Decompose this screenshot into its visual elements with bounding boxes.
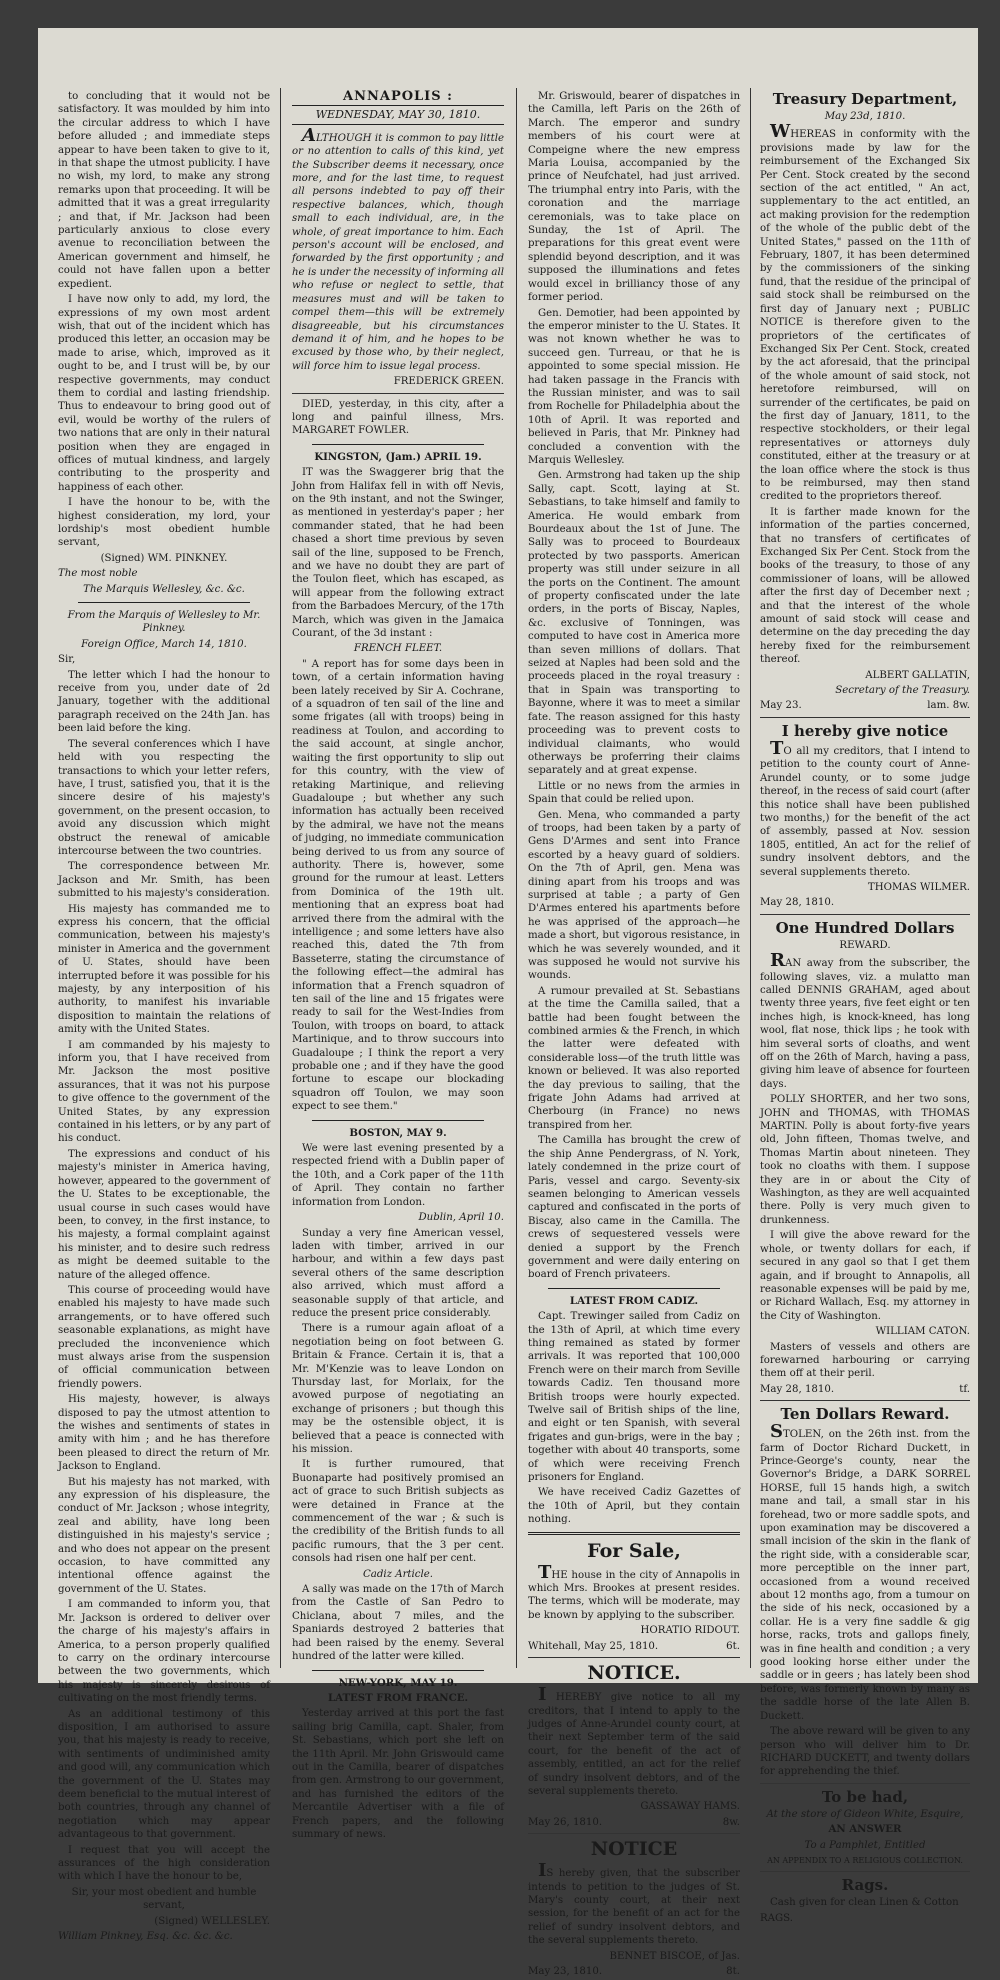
section-heading: LATEST FROM FRANCE. [327,1691,469,1704]
ad-text: RAN away from the subscriber, the following slaves, viz. a mulatto man called DENNIS GRAHAM, aged about twenty three years, five feet eight or ten inches high, is knock-kneed, has long wool, flat nose, thick lips ; he took with him several sorts of cloaths, and went off on the 26th of March, having a pass, giving him leave of absence for fourteen days. [760,950,970,1090]
paragraph: Gen. Demotier, had been appointed by the emperor minister to the U. States. It was not known whether he was to succeed gen. Turreau, or that he is appointed to some special mission. He had taken passage in the Francis with the Russian minister, and was to sail from Rochelle for Philadelphia about the 10th of April. It was reported and believed in Paris, that Mr. Pinkney had concluded a convention with the Marquis Wellesley. [528,307,740,466]
ad-date [760,1383,970,1396]
ad-text: The above reward will be given to any person who will deliver him to Dr. RICHARD DUCKETT, and twenty dollars for apprehending the thief. [760,1726,970,1778]
paragraph: " A report has for some days been in town, of a certain information having been lately received by Sir A. Cochrane, of a squadron of ten sail of the line and some frigates (all with troops) being in readiness at Toulon, and according to the said account, at single anchor, waiting the first opportunity to slip out for this country, with the view of retaking Martinique, and relieving Guadaloupe ; but whether any such information has actually been received by the admiral, we have not the means of judging, no immediate communication being derived to us from any source of authority. There is, however, some ground for the rumour at least. Letters from Dominica of the 19th ult. mentioning that an express boat had arrived there from the admiral with the intelligence ; and some letters have also reached this, dated the 7th from Basseterre, stating the circumstance of the following effect—the admiral has information that a French squadron of ten sail of the line and 15 frigates were ready to sail for the West-Indies from Toulon, with troops on board, to attack Martinique, and to throw succours into Guadaloupe ; I think the report a very probable one ; and if they have the good fortune to escape our blockading squadron off Toulon, we may soon expect to see them." [292,658,504,1113]
ad-heading: To be had, [821,1787,909,1806]
separator [528,1532,740,1535]
section-heading: LATEST FROM CADIZ. [569,1294,699,1307]
signature: FREDERICK GREEN. [393,376,504,388]
paragraph: His majesty, however, is always disposed to pay the utmost attention to the wishes and sentiments of states in amity with him ; and he has therefore been pleased to direct the return of Mr. Jackson to England. [58,1394,270,1473]
ad-mark: tf. [959,1383,970,1395]
paragraph: The Camilla has brought the crew of the ship Anne Pendergrass, of N. York, lately condemned in the prize court of Paris, vessel and cargo. Seventy-six seamen belonging to American vessels captured and confiscated in the ports of Biscay, also came in the Camilla. The crews of sequestered vessels were denied a support by the French government and were daily entering on board of French privateers. [528,1135,740,1281]
paragraph: There is a rumour again afloat of a negotiation being on foot between G. Britain & France. Certain it is, that a Mr. M'Kenzie was to leave London on Thursday last, for Morlaix, for the avowed purpose of negotiating an exchange of prisoners ; but though this may be the ostensible object, it is believed that a peace is connected with his mission. [292,1323,504,1455]
column-3 [528,90,740,1980]
ad-text: I will give the above reward for the whole, or twenty dollars for each, if secured in any gaol so that I get them again, and if brought to Annapolis, all reasonable expenses will be paid by me, or Richard Wallach, Esq. my attorney in the City of Washington. [760,1230,970,1322]
paragraph: A rumour prevailed at St. Sebastians at the time the Camilla sailed, that a battle had been fought between the combined armies & the French, in which the latter were defeated with considerable loss—of the truth little was known or believed. It was also reported the day previous to sailing, that the frigate John Adams had arrived at Cherbourg (in France) no news transpired from her. [528,985,740,1131]
ad-heading: Ten Dollars Reward. [780,1405,950,1424]
column-rule [516,88,517,1668]
ad-heading: For Sale, [587,1539,681,1562]
ad-heading: Treasury Department, [772,90,958,108]
separator [760,1783,970,1784]
column-rule [750,88,751,1668]
ad-heading: Rags. [841,1876,889,1895]
paragraph: I have the honour to be, with the highest consideration, my lord, your lordship's most obedient humble servant, [58,497,270,549]
signature: (Signed) WELLESLEY. [154,1915,270,1927]
dateline-heading: Dublin, April 10. [418,1212,504,1224]
address-line: The most noble [58,568,138,580]
separator [312,1670,484,1671]
separator [528,1833,740,1834]
letter-dateline: Foreign Office, March 14, 1810. [81,638,247,650]
column-4 [760,90,970,1927]
address-line: William Pinkney, Esq. &c. &c. &c. [58,1931,233,1943]
subscriber-notice: ALTHOUGH it is common to pay little or no attention to calls of this kind, yet the Subscriber deems it necessary, once more, and for the last time, to request all persons indebted to pay off their respective balances, which, though small to each individual, are, in the whole, of great importance to him. Each person's account will be enclosed, and forwarded by the first opportunity ; and he is under the necessity of informing all who refuse or neglect to settle, that measures must and will be taken to compel them—this will be extremely disagreeable, but his circumstances demand it of him, and he hopes to be excused by those who, by their neglect, will force him to issue legal process. [292,124,504,372]
paragraph: I request that you will accept the assurances of the high consideration with which I have the honour to be, [58,1844,270,1883]
ad-text: To a Pamphlet, Entitled [804,1839,926,1851]
ad-text: AN APPENDIX TO A RELIGIOUS COLLECTION. [767,1855,963,1865]
separator [760,914,970,915]
ad-mark: 8w. [722,1816,740,1828]
ad-mark: lam. 8w. [927,700,970,712]
address-line: The Marquis Wellesley, &c. &c. [83,583,245,595]
letter-title: From the Marquis of Wellesley to Mr. Pinkney. [67,610,261,635]
ad-text: IS hereby given, that the subscriber intends to petition to the judges of St. Mary's county court, at their next session, for the benefit of an act for the relief of sundry insolvent debtors, and the several supplements thereto. [528,1860,740,1947]
paragraph: Mr. Griswould, bearer of dispatches in the Camilla, left Paris on the 26th of March. The emperor and sundry members of his court were at Compeigne where the new empress Maria Louisa, accompanied by the prince of Neufchatel, had just arrived. The triumphal entry into Paris, with the coronation and the marriage ceremonials, was to take place on Sunday, the 1st of April. The preparations for this great event were splendid beyond description, and it was supposed the illuminations and fetes would excel in brilliancy those of any former period. [528,91,740,304]
ad-text: AN ANSWER [828,1823,902,1836]
paragraph: Yesterday arrived at this port the fast sailing brig Camilla, capt. Shaler, from St. Sebastians, which port she left on the 11th April. Mr. John Griswould came out in the Camilla, bearer of dispatches from gen. Armstrong to our government, and has furnished the editors of the Mercantile Advertiser with a file of French papers, and the following summary of news. [292,1708,504,1840]
separator [760,717,970,718]
date-text: May 23, 1810. [528,1966,603,1977]
column-1 [58,90,270,1945]
ad-text: THE house in the city of Annapolis in which Mrs. Brookes at present resides. The terms, which will be moderate, may be known by applying to the subscriber. [528,1561,740,1621]
separator [760,1400,970,1401]
paragraph: The several conferences which I have held with you respecting the transactions to which your letter refers, have, I trust, satisfied you, that it is the sincere desire of his majesty's government, on the present occasion, to avoid any discussion which might obstruct the renewal of amicable intercourse between the two countries. [58,738,270,857]
dateline-heading: KINGSTON, (Jam.) APRIL 19. [314,450,482,463]
separator [78,602,250,603]
column-rule [280,88,281,1668]
ad-heading: NOTICE [590,1838,678,1861]
signature: ALBERT GALLATIN, [865,669,970,681]
paragraph: A sally was made on the 17th of March from the Castle of San Pedro to Chiclana, about 7 miles, and the Spaniards destroyed 2 batteries that had been raised by the enemy. Several hundred of the latter were killed. [292,1584,504,1663]
separator [528,1657,740,1658]
section-heading: FRENCH FLEET. [353,643,443,655]
separator [312,1120,484,1121]
paragraph: The expressions and conduct of his majesty's minister in America having, however, appeared to the government of the U. States to be exceptionable, the usual course in such cases would have been, to convey, in the first instance, to his majesty, a formal complaint against his minister, and to desire such redress as might be deemed suitable to the nature of the alleged offence. [58,1148,270,1281]
signature: (Signed) WM. PINKNEY. [100,552,228,564]
signature: GASSAWAY HAMS. [640,1801,740,1813]
ad-mark: 8t. [726,1966,740,1977]
paragraph: It is further rumoured, that Buonaparte had positively promised an act of grace to such British subjects as were detained in France at the commencement of the war ; & such is the credibility of the British funds to all pacific rumours, that the 3 per cent. consols had risen one half per cent. [292,1459,504,1565]
date-text: May 26, 1810. [528,1816,603,1828]
ad-date [528,1640,740,1653]
ad-text: RAGS. [760,1912,794,1924]
ad-text: WHEREAS in conformity with the provisions made by law for the reimbursement of the Exchanged Six Per Cent. Stock created by the second section of the act entitled, " An act, supplementary to the act entitled, an act making provision for the redemption of the whole of the public debt of the United States," passed on the 11th of February, 1807, it has been determined by the commissioners of the sinking fund, that the residue of the principal of said stock shall be reimbursed on the first day of January next ; PUBLIC NOTICE is therefore given to the proprietors of the certificates of Exchanged Six Per Cent. Stock, created by the act aforesaid, that the principal of the whole amount of said stock, not heretofore reimbursed, will on surrender of the certificates, be paid on the first day of January, 1811, to the respective stockholders, or their legal representatives or attorneys duly constituted, either at the treasury or at the loan office where the stock is thus to be reimbursed, may then stand credited to the proprietors thereof. [760,121,970,503]
ad-text: TO all my creditors, that I intend to petition to the county court of Anne-Arundel county, or to some judge thereof, in the recess of said court (after this notice shall have been published two months,) for the benefit of the act of assembly, passed at Nov. session 1805, entitled, An act for the relief of sundry insolvent debtors, and the several supplements thereto. [760,737,970,878]
paragraph: Capt. Trewinger sailed from Cadiz on the 13th of April, at which time every thing remained as stated by former arrivals. It was reported that 100,000 French were on their march from Seville towards Cadiz. Ten thousand more British troops were hourly expected. Twelve sail of British ships of the line, and eight or ten Spanish, with several frigates and gun-brigs, were in the bay ; together with about 40 transports, some of which were receiving French prisoners for England. [528,1311,740,1484]
paragraph: As an additional testimony of this disposition, I am authorised to assure you, that his majesty is ready to receive, with sentiments of undiminished amity and good will, any communication which the government of the U. States may deem beneficial to the mutual interest of both countries, through any channel of negotiation which may appear advantageous to that government. [58,1708,270,1841]
salutation: Sir, [58,654,76,666]
ad-subheading: REWARD. [839,939,891,951]
paragraph: But his majesty has not marked, with any expression of his displeasure, the conduct of Mr. Jackson ; whose integrity, zeal and ability, have long been distinguished in his majesty's service ; and who does not appear on the present occasion, to have committed any intentional offence against the government of the U. States. [58,1476,270,1595]
date-text: May 23. [760,700,802,712]
signature: HORATIO RIDOUT. [640,1625,740,1637]
paragraph: I am commanded to inform you, that Mr. Jackson is ordered to deliver over the charge of his majesty's affairs in America, to a person properly qualified to carry on the ordinary intercourse between the two governments, which his majesty is sincerely desirous of cultivating on the most friendly terms. [58,1599,270,1705]
signature: WILLIAM CATON. [875,1326,970,1338]
masthead: ANNAPOLIS : [343,89,453,104]
ad-text: Cash given for clean Linen & Cotton [770,1897,959,1909]
ad-heading: NOTICE. [587,1662,681,1685]
separator [760,1871,970,1872]
dateline-heading: BOSTON, MAY 9. [349,1126,447,1139]
paragraph: The letter which I had the honour to receive from you, under date of 2d January, together with the additional paragraph received on the 24th Jan. has been laid before the king. [58,669,270,735]
ad-date: May 28, 1810. [760,897,835,909]
signature-title: Secretary of the Treasury. [835,685,970,697]
paragraph: The correspondence between Mr. Jackson and Mr. Smith, has been submitted to his majesty's consideration. [58,861,270,900]
obituary: DIED, yesterday, in this city, after a long and painful illness, Mrs. MARGARET FOWLER. [292,398,504,437]
separator [292,393,504,394]
ad-date [528,1816,740,1829]
ad-text: STOLEN, on the 26th inst. from the farm of Doctor Richard Duckett, in Prince-George's county, near the Governor's Bridge, a DARK SORREL HORSE, full 15 hands high, a switch mane and tail, a small star in his forehead, two or more saddle spots, and upon examination may be discovered a small incision of the skin in the flank of the right side, with a considerable scar, more perceptible on the inner part, occasioned from a wound received about 12 months ago, from a tumour on the side of his neck, occasioned by a collar. He is a very fine saddle & gig horse, racks, trots and gallops finely, was in fine health and condition ; a very good looking horse either under the saddle or in geers ; has lately been shod before, was formerly known by many as the saddle horse of the late Allen B. Duckett. [760,1421,970,1722]
separator [548,1288,720,1289]
ad-text: I HEREBY give notice to all my creditors, that I intend to apply to the judges of Anne-Arundel county court, at their next September term of the said court, for the benefit of the act of assembly, entitled, an act for the relief of sundry insolvent debtors, and of the several supplements thereto. [528,1684,740,1797]
dateline-heading: NEW-YORK, MAY 19. [338,1676,458,1689]
ad-text: POLLY SHORTER, and her two sons, JOHN and THOMAS, with THOMAS MARTIN. Polly is about forty-five years old, John fifteen, Thomas twelve, and Thomas Martin about nineteen. They took no cloaths with them. I suppose they are in or about the City of Washington, as they are well acquainted there. Polly is very much given to drunkenness. [760,1094,970,1226]
paragraph: IT was the Swaggerer brig that the John from Halifax fell in with off Nevis, on the 9th instant, and not the Swinger, as mentioned in yesterday's paper ; her commander stated, that he had been chased a short time previous by seven sail of the line, supposed to be French, and we have no doubt they are part of the Toulon fleet, which has escaped, as will appear from the following extract from the Barbadoes Mercury, of the 17th March, which was given in the Jamaica Courant, of the 3d instant : [292,467,504,640]
paragraph: This course of proceeding would have enabled his majesty to have made such arrangements, or to have offered such seasonable explanations, as might have precluded the inconvenience which must always arise from the suspension of official communication between friendly powers. [58,1284,270,1390]
ad-date [528,1965,740,1978]
newspaper-page [38,28,978,1977]
paragraph: Gen. Mena, who commanded a party of troops, had been taken by a party of Gens D'Armes and sent into France escorted by a heavy guard of soldiers. On the 7th of April, gen. Mena was dining apart from his troops and was surprised at table ; a party of Gen D'Armes entered his apartments before he was apprised of the approach—he made a short, but vigorous resistance, in which he was severely wounded, and it was supposed he would not survive his wounds. [528,809,740,982]
date-text: Whitehall, May 25, 1810. [528,1640,659,1652]
separator [312,444,484,445]
paragraph: We have received Cadiz Gazettes of the 10th of April, but they contain nothing. [528,1487,740,1526]
ad-text: At the store of Gideon White, Esquire, [766,1808,964,1820]
ad-date: May 23d, 1810. [824,111,906,122]
signature: THOMAS WILMER. [867,881,970,893]
paragraph: Sunday a very fine American vessel, laden with timber, arrived in our harbour, and within a few days past several others of the same description also arrived, which must afford a seasonable supply of that article, and reduce the present price considerably. [292,1227,504,1319]
ad-text: It is farther made known for the information of the parties concerned, that no transfers of certificates of Exchanged Six Per Cent. Stock from the books of the treasury, to those of any commissioner of loans, will be allowed after the first day of December next ; and that the interest of the whole amount of said stock will cease and determine on the day preceding the day hereby fixed for the reimbursement thereof. [760,506,970,666]
issue-date: WEDNESDAY, MAY 30, 1810. [292,105,504,124]
paragraph: I have now only to add, my lord, the expressions of my own most ardent wish, that out of the incident which has produced this letter, an occasion may be made to arise, which, improved as it ought to be, and I trust will be, by our respective governments, may conduct them to cordial and lasting friendship. Thus to endeavour to bring good out of evil, would be worthy of the rulers of two nations that are only in their natural position when they are engaged in offices of mutual kindness, and largely contributing to the prosperity and happiness of each other. [58,294,270,493]
paragraph: His majesty has commanded me to express his concern, that the official communication, between his majesty's minister in America and the government of U. States, should have been interrupted before it was possible for his majesty, by any interposition of his authority, to manifest his invariable disposition to maintain the relations of amity with the United States. [58,903,270,1036]
paragraph: Little or no news from the armies in Spain that could be relied upon. [528,780,740,806]
section-heading: Cadiz Article. [362,1568,434,1580]
paragraph: I am commanded by his majesty to inform you, that I have received from Mr. Jackson the most positive assurances, that it was not his purpose to give offence to the government of the United States, by any expression contained in his letters, or by any part of his conduct. [58,1039,270,1145]
ad-heading: I hereby give notice [781,721,949,740]
date-text: May 28, 1810. [760,1383,835,1395]
ad-text: Masters of vessels and others are forewarned harbouring or carrying them off at their peril. [760,1341,970,1380]
ad-heading: One Hundred Dollars [775,918,955,937]
paragraph: Gen. Armstrong had taken up the ship Sally, capt. Scott, laying at St. Sebastians, to take himself and family to America. He would embark from Bourdeaux about the 1st of June. The Sally was to proceed to Bourdeaux protected by two passports. American property was still under seizure in all the ports on the Continent. The amount of property confiscated under the late orders, in the ports of Biscay, Naples, &c. exclusive of Tonningen, was computed to have cost in America more than seven millions of dollars. That seized at Naples had been sold and the proceeds placed in the royal treasury : that in Spain was transporting to Bayonne, where it was to meet a similar fate. The reason assigned for this hasty proceeding was to prevent costs to individual claimants, who would otherways be proferring their claims separately and at great expense. [528,470,740,777]
ad-date [760,699,970,712]
paragraph: to concluding that it would not be satisfactory. It was moulded by him into the circular address to which I have before alluded ; and immediate steps appear to have been taken to give to it, in that shape the utmost publicity. I have no wish, my lord, to make any strong remarks upon that proceeding. It will be admitted that it was a great irregularity ; and that, if Mr. Jackson had been particularly anxious to close every avenue to reconciliation between the American government and himself, he could not have fallen upon a better expedient. [58,91,270,290]
paragraph: We were last evening presented by a respected friend with a Dublin paper of the 10th, and a Cork paper of the 11th of April. They contain no farther information from London. [292,1143,504,1208]
closing: Sir, your most obedient and humble servant, [71,1886,257,1912]
ad-mark: 6t. [726,1640,740,1652]
column-2 [292,90,504,1843]
signature: BENNET BISCOE, of Jas. [609,1950,740,1962]
